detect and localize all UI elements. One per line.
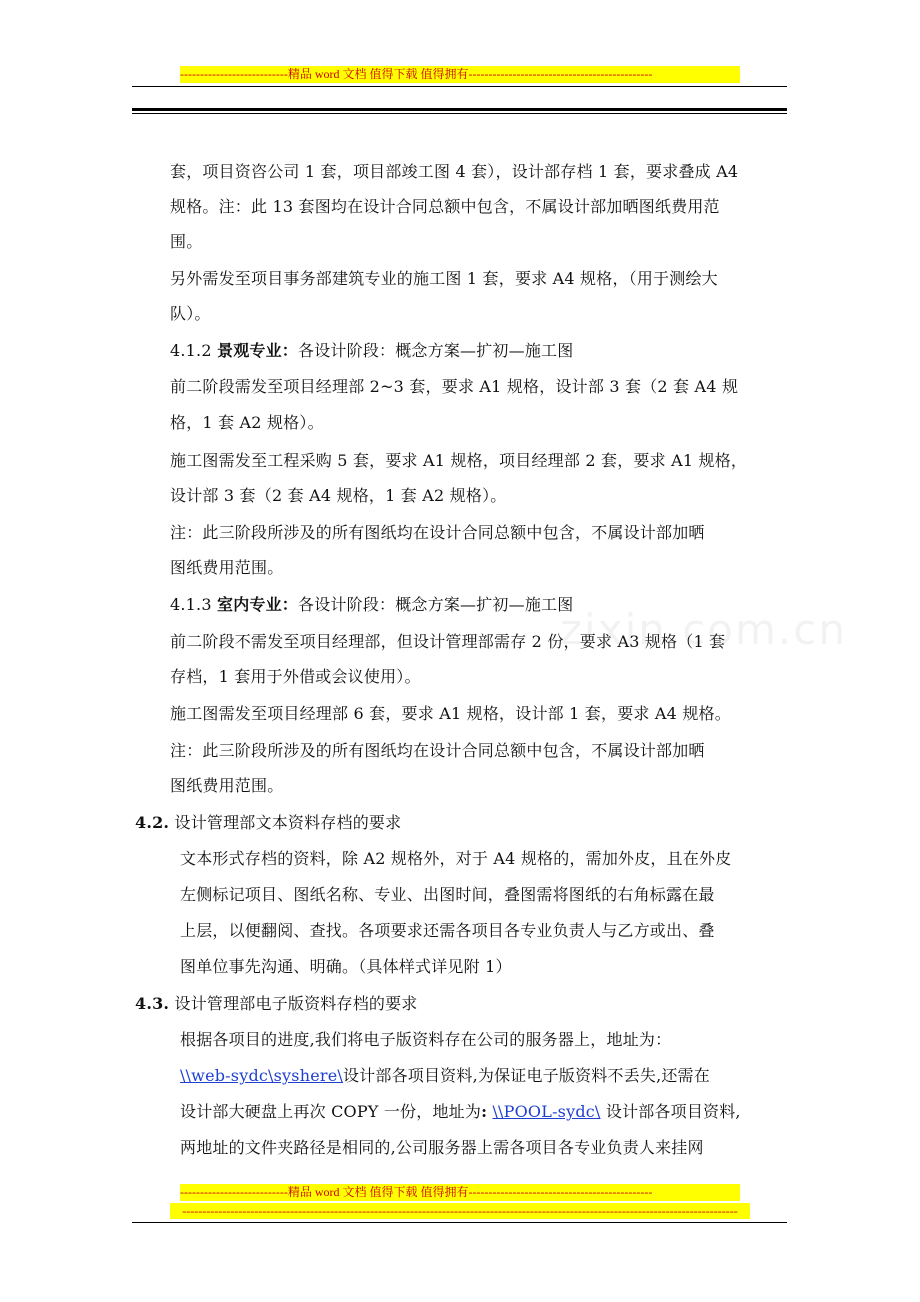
section-title: 设计管理部文本资料存档的要求	[169, 813, 402, 832]
text-line: 套，项目资咨公司 1 套，项目部竣工图 4 套），设计部存档 1 套，要求叠成 A4	[170, 162, 739, 181]
text-line: 队）。	[170, 304, 211, 323]
text-span: 设计部各项目资料,为保证电子版资料不丢失,还需在	[342, 1066, 710, 1085]
section-number: 4.3.	[135, 994, 170, 1013]
text-line: 图纸费用范围。	[170, 558, 284, 577]
subsection-title: 景观专业：	[217, 341, 299, 360]
text-span: 设计部大硬盘上再次 COPY 一份，地址为	[180, 1102, 482, 1121]
header-rule-thin	[132, 86, 787, 87]
text-line: 设计部 3 套（2 套 A4 规格，1 套 A2 规格）。	[170, 486, 507, 505]
header-rule-bottom	[132, 113, 787, 114]
text-line	[180, 1102, 741, 1122]
pool-path-link[interactable]: \\POOL-sydc\	[492, 1102, 601, 1121]
header-banner: ---------------------------精品 word 文档 值得下载 值得拥有----------------------------------------------	[180, 66, 740, 83]
text-line: 施工图需发至项目经理部 6 套，要求 A1 规格，设计部 1 套，要求 A4 规格。	[170, 704, 731, 723]
text-line: 文本形式存档的资料，除 A2 规格外，对于 A4 规格的，需加外皮，且在外皮	[180, 849, 732, 868]
text-line: 前二阶段不需发至项目经理部，但设计管理部需存 2 份，要求 A3 规格（1 套	[170, 632, 726, 651]
footer-banner: ---------------------------精品 word 文档 值得下载 值得拥有----------------------------------------------	[180, 1184, 740, 1201]
section-number: 4.2.	[135, 813, 170, 832]
text-line: 另外需发至项目事务部建筑专业的施工图 1 套，要求 A4 规格，（用于测绘大	[170, 269, 718, 288]
text-line: 左侧标记项目、图纸名称、专业、出图时间，叠图需将图纸的右角标露在最	[180, 885, 715, 904]
subsection-title: 室内专业：	[217, 595, 299, 614]
text-line: 根据各项目的进度,我们将电子版资料存在公司的服务器上，地址为：	[180, 1030, 672, 1049]
text-line: 上层，以便翻阅、查找。各项要求还需各项目各专业负责人与乙方或出、叠	[180, 921, 715, 940]
text-line: 规格。注：此 13 套图均在设计合同总额中包含，不属设计部加晒图纸费用范	[170, 197, 720, 216]
text-line: 施工图需发至工程采购 5 套，要求 A1 规格，项目经理部 2 套，要求 A1 规格，	[170, 451, 748, 470]
watermark: zixin.com.cn	[560, 605, 847, 654]
text-line: 注：此三阶段所涉及的所有图纸均在设计合同总额中包含，不属设计部加晒	[170, 741, 705, 760]
text-span: 设计部各项目资料,	[600, 1102, 741, 1121]
text-line: 图单位事先沟通、明确。（具体样式详见附 1）	[180, 957, 512, 976]
footer-rule	[132, 1222, 787, 1223]
colon: :	[481, 1102, 488, 1121]
section-title: 设计管理部电子版资料存档的要求	[169, 994, 418, 1013]
header-rule-thick	[132, 108, 787, 111]
section-heading-4-3	[135, 994, 418, 1014]
text-line: 图纸费用范围。	[170, 776, 284, 795]
server-path-link[interactable]: \\web-sydc\syshere\	[180, 1066, 343, 1085]
subsection-heading-interior	[170, 595, 573, 615]
text-line: 前二阶段需发至项目经理部 2~3 套，要求 A1 规格，设计部 3 套（2 套 A4 规	[170, 377, 739, 396]
subsection-text: 各设计阶段：概念方案—扩初—施工图	[298, 595, 574, 614]
text-line: 存档，1 套用于外借或会议使用）。	[170, 667, 421, 686]
footer-dash-banner: -------------------------------------------------------------------------------------------------------------------------------------------	[170, 1203, 750, 1219]
text-line: 注：此三阶段所涉及的所有图纸均在设计合同总额中包含，不属设计部加晒	[170, 523, 705, 542]
text-line: 两地址的文件夹路径是相同的,公司服务器上需各项目各专业负责人来挂网	[180, 1138, 704, 1157]
text-line: 围。	[170, 232, 203, 251]
section-heading-4-2	[135, 813, 401, 833]
subsection-number: 4.1.2	[170, 341, 217, 360]
subsection-number: 4.1.3	[170, 595, 217, 614]
text-line	[180, 1066, 710, 1086]
subsection-heading-landscape	[170, 341, 573, 361]
text-line: 格，1 套 A2 规格）。	[170, 413, 324, 432]
subsection-text: 各设计阶段：概念方案—扩初—施工图	[298, 341, 574, 360]
